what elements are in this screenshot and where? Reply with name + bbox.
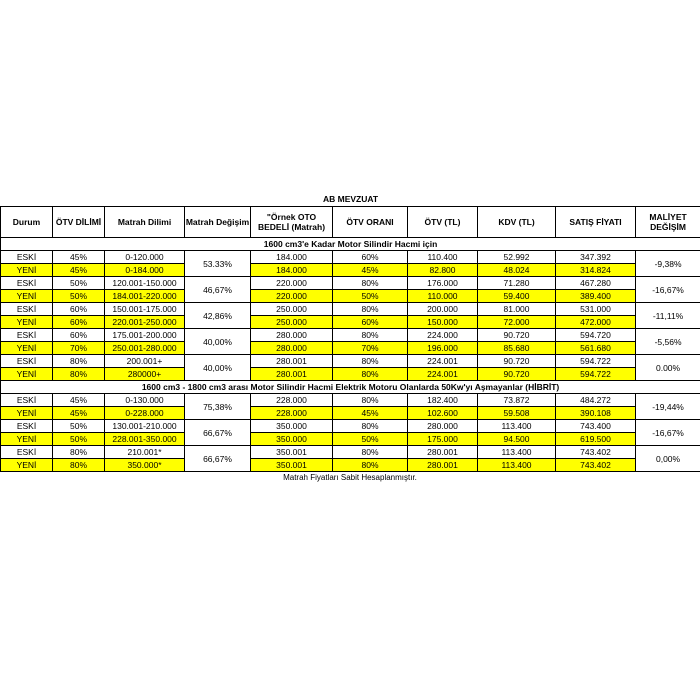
matrah-degisim-cell: 46,67% [185, 277, 251, 303]
table-cell: 52.992 [478, 251, 556, 264]
table-cell: YENİ [1, 342, 53, 355]
table-cell: YENİ [1, 433, 53, 446]
table-cell: 594.722 [556, 355, 636, 368]
table-cell: 594.722 [556, 368, 636, 381]
table-cell: 70% [333, 342, 408, 355]
table-cell: 280000+ [105, 368, 185, 381]
table-row [1, 277, 700, 290]
table-cell: 184.000 [251, 251, 333, 264]
matrah-degisim-cell: 66,67% [185, 446, 251, 472]
table-cell: 110.000 [408, 290, 478, 303]
table-cell: 94.500 [478, 433, 556, 446]
table-row [1, 459, 700, 472]
table-cell: 224.001 [408, 355, 478, 368]
table-cell: 120.001-150.000 [105, 277, 185, 290]
table-cell: ESKİ [1, 329, 53, 342]
table-cell: 561.680 [556, 342, 636, 355]
table-cell: 50% [53, 433, 105, 446]
maliyet-degisim-cell: -9,38% [636, 251, 700, 277]
table-cell: ESKİ [1, 355, 53, 368]
table-cell: 90.720 [478, 368, 556, 381]
table-cell: 389.400 [556, 290, 636, 303]
footnote: Matrah Fiyatları Sabit Hesaplanmıştır. [283, 473, 417, 482]
table-row [1, 420, 700, 433]
table-row [1, 368, 700, 381]
table-cell: 280.000 [408, 420, 478, 433]
maliyet-degisim-cell: -16,67% [636, 420, 700, 446]
table-cell: 80% [53, 368, 105, 381]
column-header: ÖTV DİLİMİ [53, 207, 105, 238]
table-cell: 45% [53, 251, 105, 264]
table-cell: 60% [53, 303, 105, 316]
matrah-degisim-cell: 40,00% [185, 355, 251, 381]
table-cell: 90.720 [478, 355, 556, 368]
table-cell: 0-184.000 [105, 264, 185, 277]
table-cell: 280.001 [251, 368, 333, 381]
table-cell: 350.001 [251, 459, 333, 472]
table-cell: 73.872 [478, 394, 556, 407]
column-header: Matrah Değişim [185, 207, 251, 238]
table-row [1, 446, 700, 459]
table-row [1, 329, 700, 342]
matrah-degisim-cell: 42,86% [185, 303, 251, 329]
table-cell: 228.000 [251, 407, 333, 420]
table-cell: 350.000 [251, 420, 333, 433]
matrah-degisim-cell: 53.33% [185, 251, 251, 277]
table-cell: 113.400 [478, 459, 556, 472]
table-cell: 80% [333, 446, 408, 459]
table-cell: ESKİ [1, 303, 53, 316]
maliyet-degisim-cell: -16,67% [636, 277, 700, 303]
table-cell: 81.000 [478, 303, 556, 316]
table-cell: 619.500 [556, 433, 636, 446]
table-cell: 60% [53, 329, 105, 342]
matrah-degisim-cell: 40,00% [185, 329, 251, 355]
maliyet-degisim-cell: -11,11% [636, 303, 700, 329]
column-header: Durum [1, 207, 53, 238]
table-cell: YENİ [1, 290, 53, 303]
table-cell: 176.000 [408, 277, 478, 290]
table-cell: 45% [333, 264, 408, 277]
table-cell: 200.001+ [105, 355, 185, 368]
table-cell: 80% [53, 459, 105, 472]
table-cell: 224.000 [408, 329, 478, 342]
table-cell: 175.001-200.000 [105, 329, 185, 342]
table-cell: 250.001-280.000 [105, 342, 185, 355]
section-title-row [1, 238, 700, 251]
column-header: Matrah Dilimi [105, 207, 185, 238]
table-cell: 280.000 [251, 342, 333, 355]
column-header: ÖTV (TL) [408, 207, 478, 238]
table-cell: 280.000 [251, 329, 333, 342]
table-cell: 184.000 [251, 264, 333, 277]
table-cell: 175.000 [408, 433, 478, 446]
table-cell: 182.400 [408, 394, 478, 407]
tax-table [0, 191, 700, 472]
table-cell: 250.000 [251, 303, 333, 316]
table-cell: 467.280 [556, 277, 636, 290]
table-cell: 102.600 [408, 407, 478, 420]
table-row [1, 355, 700, 368]
table-cell: 85.680 [478, 342, 556, 355]
table-cell: 224.001 [408, 368, 478, 381]
table-row [1, 303, 700, 316]
table-cell: 150.000 [408, 316, 478, 329]
table-cell: YENİ [1, 368, 53, 381]
column-header: KDV (TL) [478, 207, 556, 238]
table-cell: 743.402 [556, 446, 636, 459]
table-cell: 184.001-220.000 [105, 290, 185, 303]
table-cell: 59.508 [478, 407, 556, 420]
table-cell: 72.000 [478, 316, 556, 329]
table-cell: 45% [333, 407, 408, 420]
column-header: ÖTV ORANI [333, 207, 408, 238]
table-cell: 220.000 [251, 277, 333, 290]
table-cell: 150.001-175.000 [105, 303, 185, 316]
table-cell: 110.400 [408, 251, 478, 264]
table-cell: 59.400 [478, 290, 556, 303]
maliyet-degisim-cell: -5,56% [636, 329, 700, 355]
tax-comparison-sheet [0, 191, 700, 483]
table-cell: 50% [333, 433, 408, 446]
table-cell: 80% [333, 368, 408, 381]
table-title: AB MEVZUAT [323, 193, 379, 204]
table-row [1, 264, 700, 277]
table-cell: 60% [333, 316, 408, 329]
table-cell: 80% [333, 303, 408, 316]
table-cell: 71.280 [478, 277, 556, 290]
table-cell: ESKİ [1, 420, 53, 433]
table-cell: 220.000 [251, 290, 333, 303]
table-cell: 45% [53, 407, 105, 420]
table-cell: 743.402 [556, 459, 636, 472]
table-cell: ESKİ [1, 446, 53, 459]
table-cell: 80% [333, 420, 408, 433]
table-row [1, 316, 700, 329]
table-cell: 80% [333, 355, 408, 368]
matrah-degisim-cell: 66,67% [185, 420, 251, 446]
table-cell: 280.001 [408, 446, 478, 459]
table-cell: 50% [333, 290, 408, 303]
section-title-row [1, 381, 700, 394]
table-cell: 531.000 [556, 303, 636, 316]
table-cell: 60% [53, 316, 105, 329]
table-cell: 0-228.000 [105, 407, 185, 420]
table-cell: 472.000 [556, 316, 636, 329]
table-cell: YENİ [1, 459, 53, 472]
table-row [1, 290, 700, 303]
table-cell: 50% [53, 420, 105, 433]
table-cell: 50% [53, 290, 105, 303]
column-header: "Örnek OTO BEDELİ (Matrah) [251, 207, 333, 238]
table-cell: 70% [53, 342, 105, 355]
table-cell: 45% [53, 264, 105, 277]
table-cell: 80% [333, 277, 408, 290]
table-cell: 45% [53, 394, 105, 407]
matrah-degisim-cell: 75,38% [185, 394, 251, 420]
table-row [1, 394, 700, 407]
table-cell: 80% [333, 329, 408, 342]
table-cell: ESKİ [1, 394, 53, 407]
table-row [1, 407, 700, 420]
table-cell: 280.001 [251, 355, 333, 368]
table-cell: 50% [53, 277, 105, 290]
table-cell: 743.400 [556, 420, 636, 433]
table-cell: 80% [53, 355, 105, 368]
table-cell: 484.272 [556, 394, 636, 407]
table-cell: ESKİ [1, 251, 53, 264]
table-cell: 130.001-210.000 [105, 420, 185, 433]
table-cell: 80% [333, 459, 408, 472]
table-cell: 280.001 [408, 459, 478, 472]
table-cell: 390.108 [556, 407, 636, 420]
table-cell: 113.400 [478, 420, 556, 433]
table-cell: 48.024 [478, 264, 556, 277]
maliyet-degisim-cell: 0.00% [636, 355, 700, 381]
section-title: 1600 cm3'e Kadar Motor Silindir Hacmi için [1, 238, 700, 251]
section-title: 1600 cm3 - 1800 cm3 arası Motor Silindir Hacmi Elektrik Motoru Olanlarda 50Kw'yı Aşmayanlar (HİBRİT) [1, 381, 700, 394]
maliyet-degisim-cell: -19,44% [636, 394, 700, 420]
table-cell: 0-130.000 [105, 394, 185, 407]
table-cell: 350.000 [251, 433, 333, 446]
table-cell: 350.001 [251, 446, 333, 459]
table-cell: 347.392 [556, 251, 636, 264]
table-cell: YENİ [1, 407, 53, 420]
table-cell: 60% [333, 251, 408, 264]
table-cell: 200.000 [408, 303, 478, 316]
table-cell: YENİ [1, 316, 53, 329]
table-cell: 228.001-350.000 [105, 433, 185, 446]
table-cell: 350.000* [105, 459, 185, 472]
table-cell: ESKİ [1, 277, 53, 290]
maliyet-degisim-cell: 0,00% [636, 446, 700, 472]
table-cell: 90.720 [478, 329, 556, 342]
table-cell: YENİ [1, 264, 53, 277]
table-row [1, 433, 700, 446]
table-cell: 80% [53, 446, 105, 459]
column-header: MALİYET DEĞİŞİM [636, 207, 700, 238]
table-cell: 250.000 [251, 316, 333, 329]
table-cell: 82.800 [408, 264, 478, 277]
table-row [1, 251, 700, 264]
table-cell: 228.000 [251, 394, 333, 407]
table-cell: 594.720 [556, 329, 636, 342]
table-cell: 80% [333, 394, 408, 407]
header-row [1, 207, 700, 238]
table-cell: 0-120.000 [105, 251, 185, 264]
table-cell: 196.000 [408, 342, 478, 355]
table-row [1, 342, 700, 355]
column-header: SATIŞ FİYATI [556, 207, 636, 238]
table-cell: 220.001-250.000 [105, 316, 185, 329]
table-cell: 314.824 [556, 264, 636, 277]
table-cell: 113.400 [478, 446, 556, 459]
table-cell: 210.001* [105, 446, 185, 459]
